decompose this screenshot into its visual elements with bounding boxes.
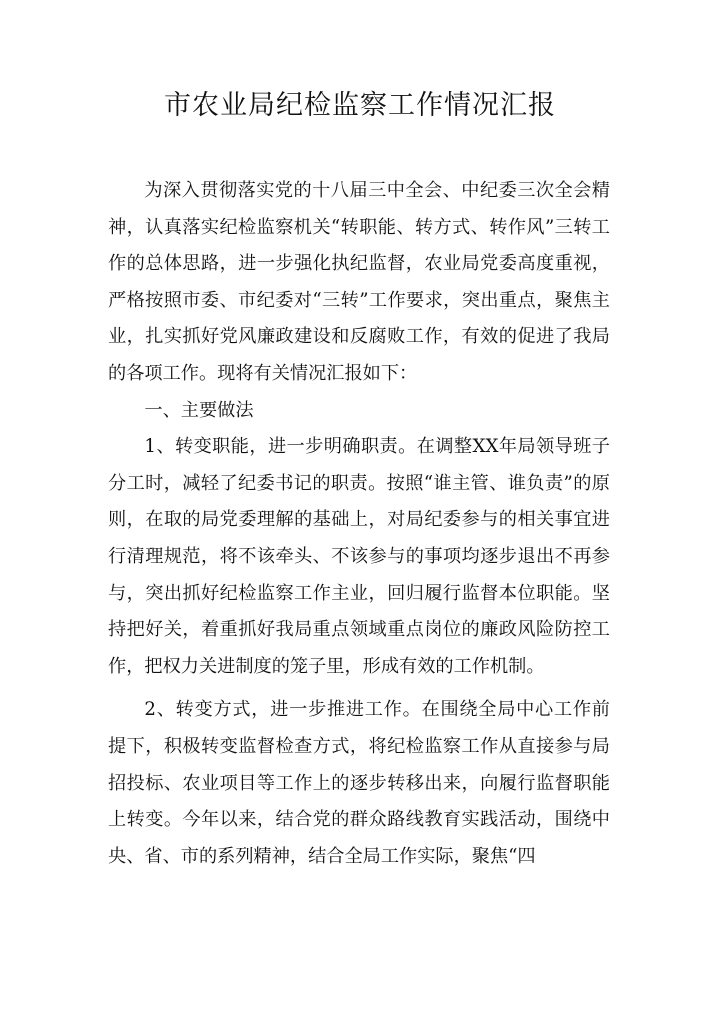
section-heading-main-practices: 一、主要做法 — [144, 399, 254, 421]
paragraph-item-2: 2、转变方式，进一步推进工作。在围绕全局中心工作前提下，积极转变监督检查方式，将纪检监察工作从直接参与局招投标、农业项目等工作上的逐步转移出来，向履行监督职能上转变。今年以来，结合党的群众路线教育实践活动，围绕中央、省、市的系列精神，结合全局工作实际，聚焦“四 — [108, 699, 610, 867]
document-title: 市农业局纪检监察工作情况汇报 — [164, 90, 556, 121]
document-body — [108, 173, 610, 875]
paragraph-intro: 为深入贯彻落实党的十八届三中全会、中纪委三次全会精神，认真落实纪检监察机关“转职能、转方式、转作风”三转工作的总体思路，进一步强化执纪监督，农业局党委高度重视，严格按照市委、市纪委对“三转”工作要求，突出重点，聚焦主业，扎实抓好党风廉政建设和反腐败工作，有效的促进了我局的各项工作。现将有关情况汇报如下： — [108, 180, 610, 384]
paragraph-item-1: 1、转变职能，进一步明确职责。在调整XX年局领导班子分工时，减轻了纪委书记的职责。按照“谁主管、谁负责”的原则，在取的局党委理解的基础上，对局纪委参与的相关事宜进行清理规范，将不该牵头、不该参与的事项均逐步退出不再参与，突出抓好纪检监察工作主业，回归履行监督本位职能。坚持把好关，着重抓好我局重点领域重点岗位的廉政风险防控工作，把权力关进制度的笼子里，形成有效的工作机制。 — [108, 436, 610, 677]
